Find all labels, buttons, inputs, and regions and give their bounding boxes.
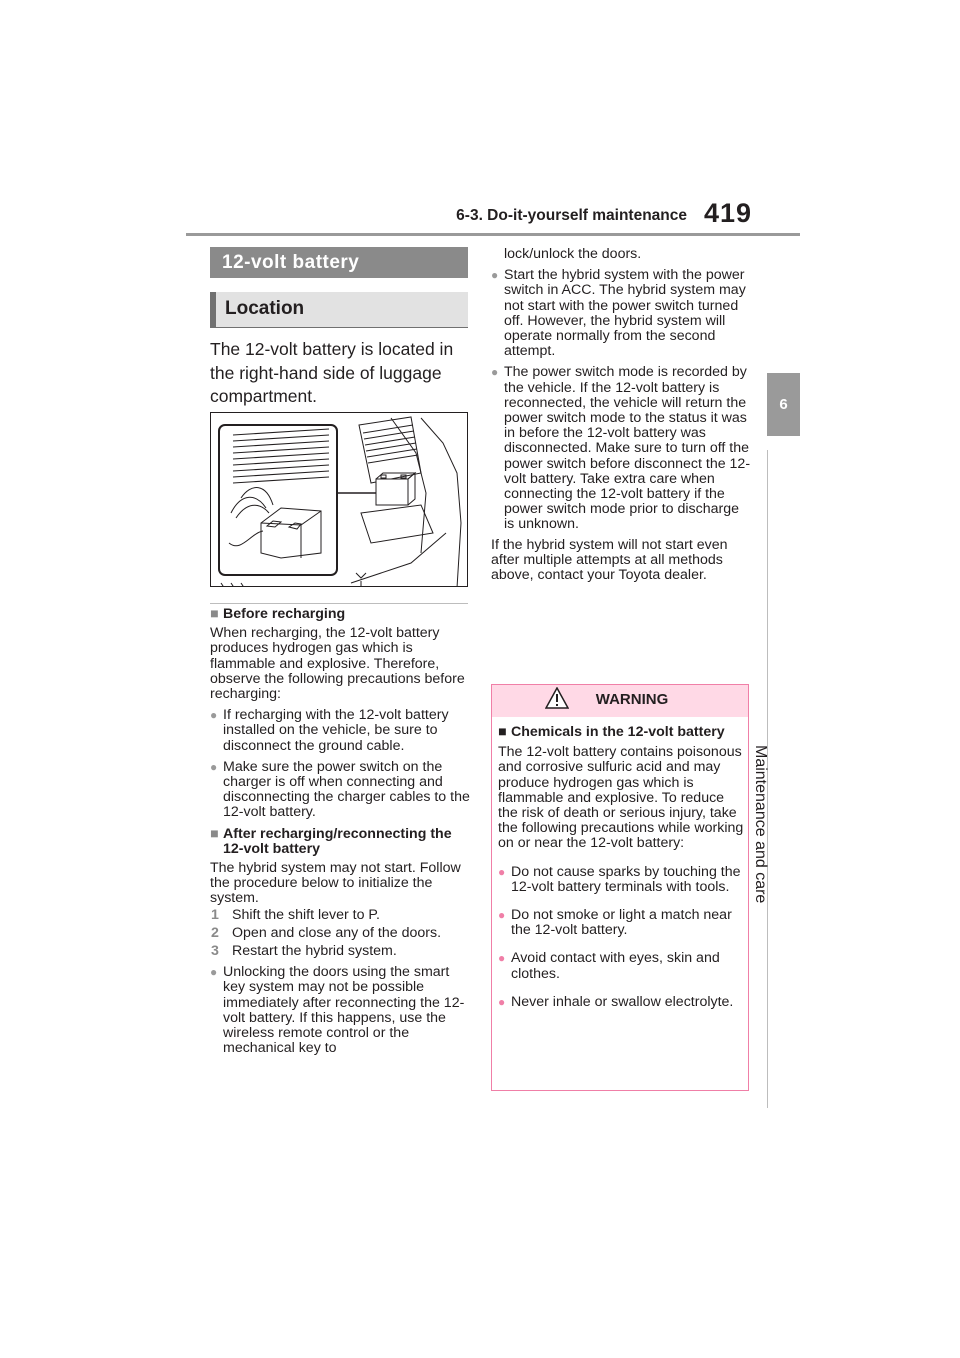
- closing-text: If the hybrid system will not start even after multiple attempts at all methods above, contact your Toyota dealer.: [491, 536, 728, 584]
- warning-title: WARNING: [595, 691, 669, 708]
- list-item: ● If recharging with the 12-volt battery installed on the vehicle, be sure to disconnect the ground cable.: [210, 708, 472, 754]
- list-item: ● The power switch mode is recorded by the vehicle. If the 12-volt battery is reconnected, the vehicle will return the power switch mode to the status it was in before the 12-volt battery was disconnected. Make sure to turn off the power switch before disconnect the 12-volt battery. Take extra care when connecting the 12-volt battery if the power switch mode prior to discharge is unknown.: [491, 365, 753, 532]
- page-title: 12-volt battery: [210, 247, 468, 278]
- warning-item: ● Do not cause sparks by touching the 12-volt battery terminals with tools.: [498, 865, 744, 895]
- warning-item: ● Do not smoke or light a match near the 12-volt battery.: [498, 908, 744, 938]
- warning-item: ● Never inhale or swallow electrolyte.: [498, 995, 744, 1010]
- illustration-rule: [210, 603, 468, 604]
- page-number: 419: [704, 198, 753, 228]
- warning-heading: ■ Chemicals in the 12-volt battery: [498, 724, 725, 740]
- chapter-tab-strip: [767, 450, 801, 1108]
- luggage-compartment-drawing: [211, 413, 468, 587]
- after-recharging-heading: ■ After recharging/reconnecting the 12-volt battery: [210, 825, 452, 857]
- list-item: ● Unlocking the doors using the smart key system may not be possible immediately after reconnecting the 12-volt battery. If this happens, use the wireless remote control or the mechanical key to: [210, 965, 472, 1056]
- location-heading: Location: [210, 292, 468, 328]
- section-title: 6-3. Do-it-yourself maintenance: [456, 207, 687, 224]
- before-recharging-intro: When recharging, the 12-volt battery produces hydrogen gas which is flammable and explosive. Therefore, observe the following precautions before recharging:: [210, 625, 465, 703]
- location-text: The 12-volt battery is located in the right-hand side of luggage compartment.: [210, 339, 454, 406]
- procedure-step: 2 Open and close any of the doors.: [211, 924, 442, 941]
- list-item: ● Make sure the power switch on the charger is off when connecting and disconnecting the charger cables to the 12-volt battery.: [210, 760, 472, 821]
- list-item: ● Start the hybrid system with the power switch in ACC. The hybrid system may not start with the power switch turned off. However, the hybrid system will operate normally from the second attempt.: [491, 268, 753, 359]
- warning-item: ● Avoid contact with eyes, skin and clothes.: [498, 951, 744, 981]
- warning-intro: The 12-volt battery contains poisonous and corrosive sulfuric acid and may produce hydrogen gas which is flammable and explosive. To reduce the risk of death or serious injury, take the following precautions while working on or near the 12-volt battery:: [498, 744, 744, 852]
- battery-location-illustration: [210, 412, 468, 587]
- procedure-step: 3 Restart the hybrid system.: [211, 943, 397, 960]
- after-recharging-intro: The hybrid system may not start. Follow the procedure below to initialize the system.: [210, 860, 461, 907]
- before-recharging-heading: ■ Before recharging: [210, 606, 346, 622]
- list-item-continued: lock/unlock the doors.: [504, 246, 642, 262]
- header-rule: [186, 233, 800, 236]
- procedure-step: 1 Shift the shift lever to P.: [211, 906, 380, 923]
- chapter-tab-label: Maintenance and care: [752, 745, 769, 904]
- chapter-tab-number: 6: [767, 373, 800, 436]
